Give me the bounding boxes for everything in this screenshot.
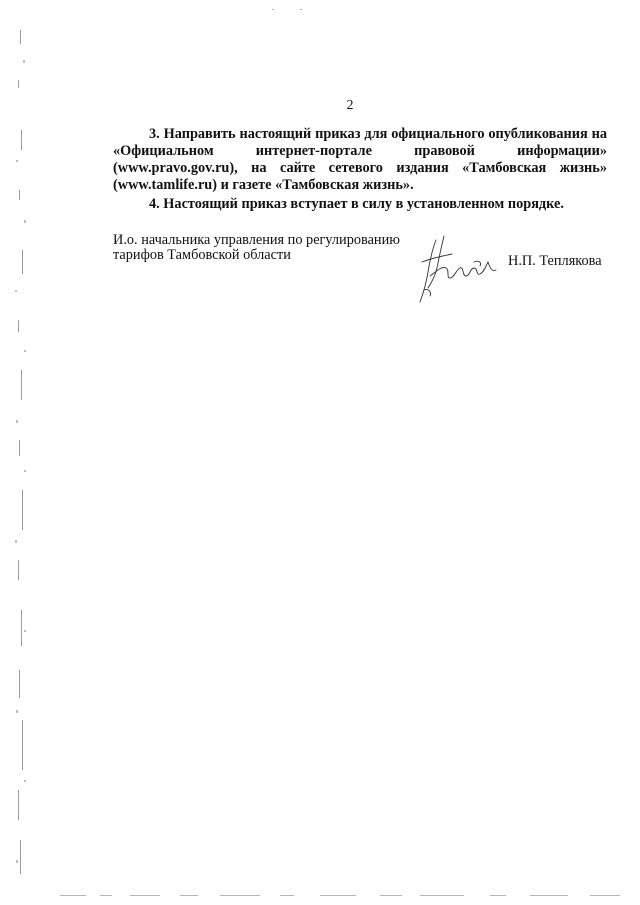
signatory-position-line-2: тарифов Тамбовской области: [113, 247, 291, 263]
scan-top-noise: [270, 6, 310, 12]
signatory-position-line-1: И.о. начальника управления по регулированию: [113, 232, 400, 248]
scan-bottom-noise: [60, 893, 630, 899]
document-body: [113, 126, 607, 213]
page-number: 2: [346, 98, 354, 113]
paragraph-publication-order: 3. Направить настоящий приказ для официального опубликования на «Официальном интернет-портале правовой информации» (www.pravo.gov.ru), на сайте сетевого издания «Тамбовская жизнь» (www.tamlife.ru) и газете «Тамбовская жизнь».: [113, 126, 607, 193]
scan-edge-noise: [6, 20, 30, 880]
handwritten-signature-icon: [408, 232, 500, 306]
paragraph-entry-into-force: 4. Настоящий приказ вступает в силу в установленном порядке.: [149, 196, 564, 212]
signatory-name: Н.П. Теплякова: [508, 253, 602, 269]
signatory-position: [113, 233, 413, 263]
